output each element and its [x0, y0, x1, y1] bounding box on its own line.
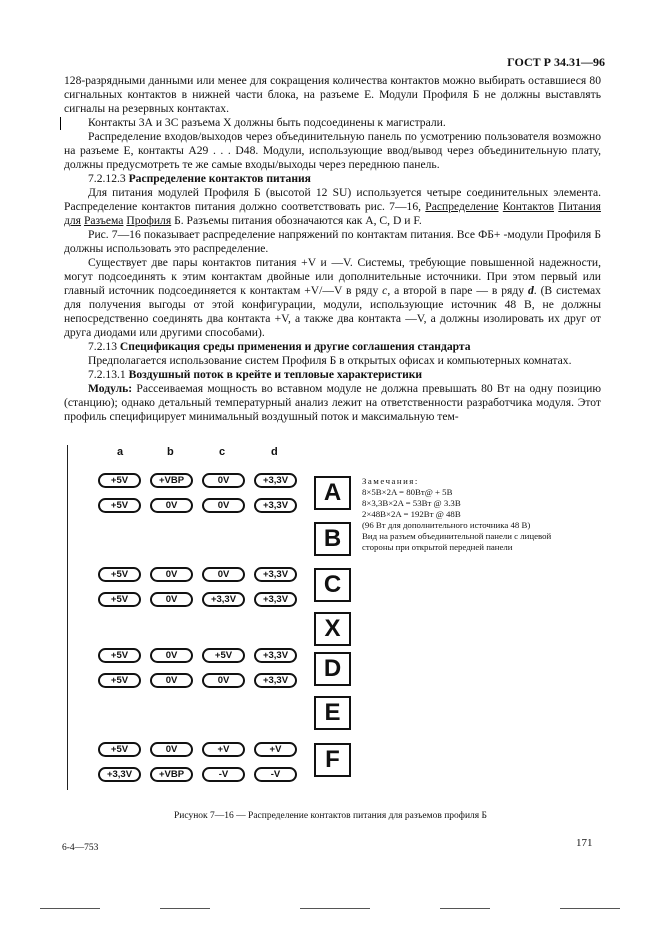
footer-print-code: 6-4—753	[62, 843, 99, 853]
paragraph-6-text: . (В системах для получения выгоды от этой конфигурации, модули, использующие источник 48 В, не должны непосредственно соединять два контакта +V, а также два контакта —V, а должны изолировать их друг от друга диодами или другими способами).	[64, 284, 601, 339]
pin: +VBP	[150, 767, 193, 782]
paragraph-6	[64, 256, 601, 340]
pin: 0V	[202, 473, 245, 488]
scan-artifact-line	[160, 908, 210, 909]
scan-artifact-line	[300, 908, 370, 909]
paragraph-8	[64, 382, 601, 424]
section-number: 7.2.12.3	[88, 172, 126, 185]
figure-notes	[362, 476, 602, 553]
connector-C: C	[314, 568, 351, 602]
column-header-d: d	[271, 446, 278, 458]
connector-F: F	[314, 743, 351, 777]
section-number: 7.2.13	[88, 340, 117, 353]
paragraph-5: Рис. 7—16 показывает распределение напряжений по контактам питания. Все ФБ+ -модули Профиля Б должны использовать это распределение.	[64, 228, 601, 255]
figure-ref-word: Профиля	[126, 214, 172, 227]
paragraph-8-text: Рассеиваемая мощность во вставном модуле не должна превышать 80 Вт на одну позицию (станцию); однако детальный температурный анализ лежит на ответственности разработчика модуля. Этот профиль специфицирует минимальный воздушный поток и максимальную тем-	[64, 382, 601, 423]
row-d-label: d	[527, 284, 534, 297]
paragraph-4-tail: Б. Разъемы питания обозначаются как А, С, D и F.	[174, 214, 422, 227]
note-line: стороны при открытой передней панели	[362, 542, 513, 552]
connector-X: X	[314, 612, 351, 646]
change-bar	[60, 117, 61, 130]
pin: +V	[254, 742, 297, 757]
section-number: 7.2.13.1	[88, 368, 126, 381]
paragraph-7: Предполагается использование систем Профиля Б в открытых офисах и компьютерных комнатах.	[88, 354, 572, 367]
pin: +3,3V	[254, 673, 297, 688]
note-line: 2×48B×2A = 192Bт @ 48B	[362, 509, 461, 519]
pin: 0V	[150, 592, 193, 607]
pin: +3,3V	[202, 592, 245, 607]
pin: 0V	[150, 648, 193, 663]
paragraph-4-text: Для питания модулей Профиля Б (высотой 12 SU) используется четыре соединительных элемента. Распределение контактов питания должно соответствовать рис. 7—16,	[64, 186, 601, 213]
pin: 0V	[202, 673, 245, 688]
column-header-c: c	[219, 446, 226, 458]
paragraph-6-text: , а второй в паре — в ряду	[387, 284, 525, 297]
pin: +3,3V	[254, 567, 297, 582]
pin: +V	[202, 742, 245, 757]
figure-ref-word: Разъема	[83, 214, 124, 227]
body-text	[64, 74, 601, 424]
paragraph-1: 128-разрядными данными или менее для сокращения количества контактов можно выбирать оставшиеся 80 сигнальных контактов в нижней части блока, на разъеме Е. Модули Профиля Б не должны выставлять сигналы на резервных контактах.	[64, 74, 601, 115]
section-title: Воздушный поток в крейте и тепловые характеристики	[128, 368, 423, 381]
pin: +VBP	[150, 473, 193, 488]
section-title: Распределение контактов питания	[128, 172, 311, 185]
column-header-b: b	[167, 446, 174, 458]
paragraph-3: Распределение входов/выходов через объединительную панель по усмотрению пользователя возможно на разъеме Е, контакты А29 . . . D48. Модули, использующие ввод/вывод через объединительную плату, должны предусмотреть те же самые входы/выходы через переднюю панель.	[64, 130, 601, 171]
note-line: Вид на разъем объединительной панели с лицевой	[362, 531, 552, 541]
paragraph-6-text: Существует две пары контактов питания +V и —V. Системы, требующие повышенной надежности, могут подсоединять к этим контактам двойные или дополнительные источники. При этом первый или главный источник подсоединяется к контактам +V/—V в ряду	[64, 256, 601, 297]
connector-D: D	[314, 652, 351, 686]
connector-E: E	[314, 696, 351, 730]
note-line: 8×5B×2A = 80Bт@ + 5B	[362, 487, 453, 497]
scan-artifact-line	[40, 908, 100, 909]
pin: +5V	[98, 498, 141, 513]
scan-artifact-line	[560, 908, 620, 909]
note-line: (96 Вт для дополнительного источника 48 В)	[362, 520, 531, 530]
figure-ref-word: Контактов	[502, 200, 555, 213]
connector-B: B	[314, 522, 351, 556]
pin: 0V	[202, 567, 245, 582]
figure-ref-word: Питания	[558, 200, 601, 213]
paragraph-2: Контакты 3А и 3С разъема X должны быть подсоединены к магистрали.	[88, 116, 446, 129]
section-heading-7-2-12-3	[64, 172, 601, 186]
scan-artifact-line	[440, 908, 490, 909]
paragraph-4	[64, 186, 601, 228]
row-c-label: c	[382, 284, 388, 297]
pin: +3,3V	[98, 767, 141, 782]
section-heading-7-2-13-1	[64, 368, 601, 382]
pin: +5V	[98, 592, 141, 607]
pin: +5V	[98, 673, 141, 688]
notes-title: Замечания:	[362, 476, 419, 486]
pin: -V	[254, 767, 297, 782]
figure-caption: Рисунок 7—16 — Распределение контактов питания для разъемов профиля Б	[174, 811, 487, 821]
pin: +5V	[202, 648, 245, 663]
page-number: 171	[576, 837, 593, 849]
pin: +5V	[98, 648, 141, 663]
pin: +3,3V	[254, 648, 297, 663]
pin: +3,3V	[254, 592, 297, 607]
section-heading-7-2-13	[64, 340, 601, 354]
connector-A: A	[314, 476, 351, 510]
pin: +5V	[98, 567, 141, 582]
document-number: ГОСТ Р 34.31—96	[507, 55, 605, 69]
module-label: Модуль:	[88, 382, 133, 395]
pin: +5V	[98, 473, 141, 488]
pin: +3,3V	[254, 473, 297, 488]
figure-ref-word: для	[64, 214, 82, 227]
figure-ref-word: Распределение	[425, 200, 499, 213]
column-header-a: a	[117, 446, 124, 458]
pin: 0V	[150, 567, 193, 582]
pin: -V	[202, 767, 245, 782]
pin: +5V	[98, 742, 141, 757]
note-line: 8×3,3B×2A = 53Bт @ 3.3B	[362, 498, 461, 508]
pin: +3,3V	[254, 498, 297, 513]
pin: 0V	[150, 673, 193, 688]
figure-frame	[67, 445, 353, 790]
section-title: Спецификация среды применения и другие соглашения стандарта	[119, 340, 471, 353]
pin: 0V	[150, 498, 193, 513]
pin: 0V	[150, 742, 193, 757]
pin: 0V	[202, 498, 245, 513]
